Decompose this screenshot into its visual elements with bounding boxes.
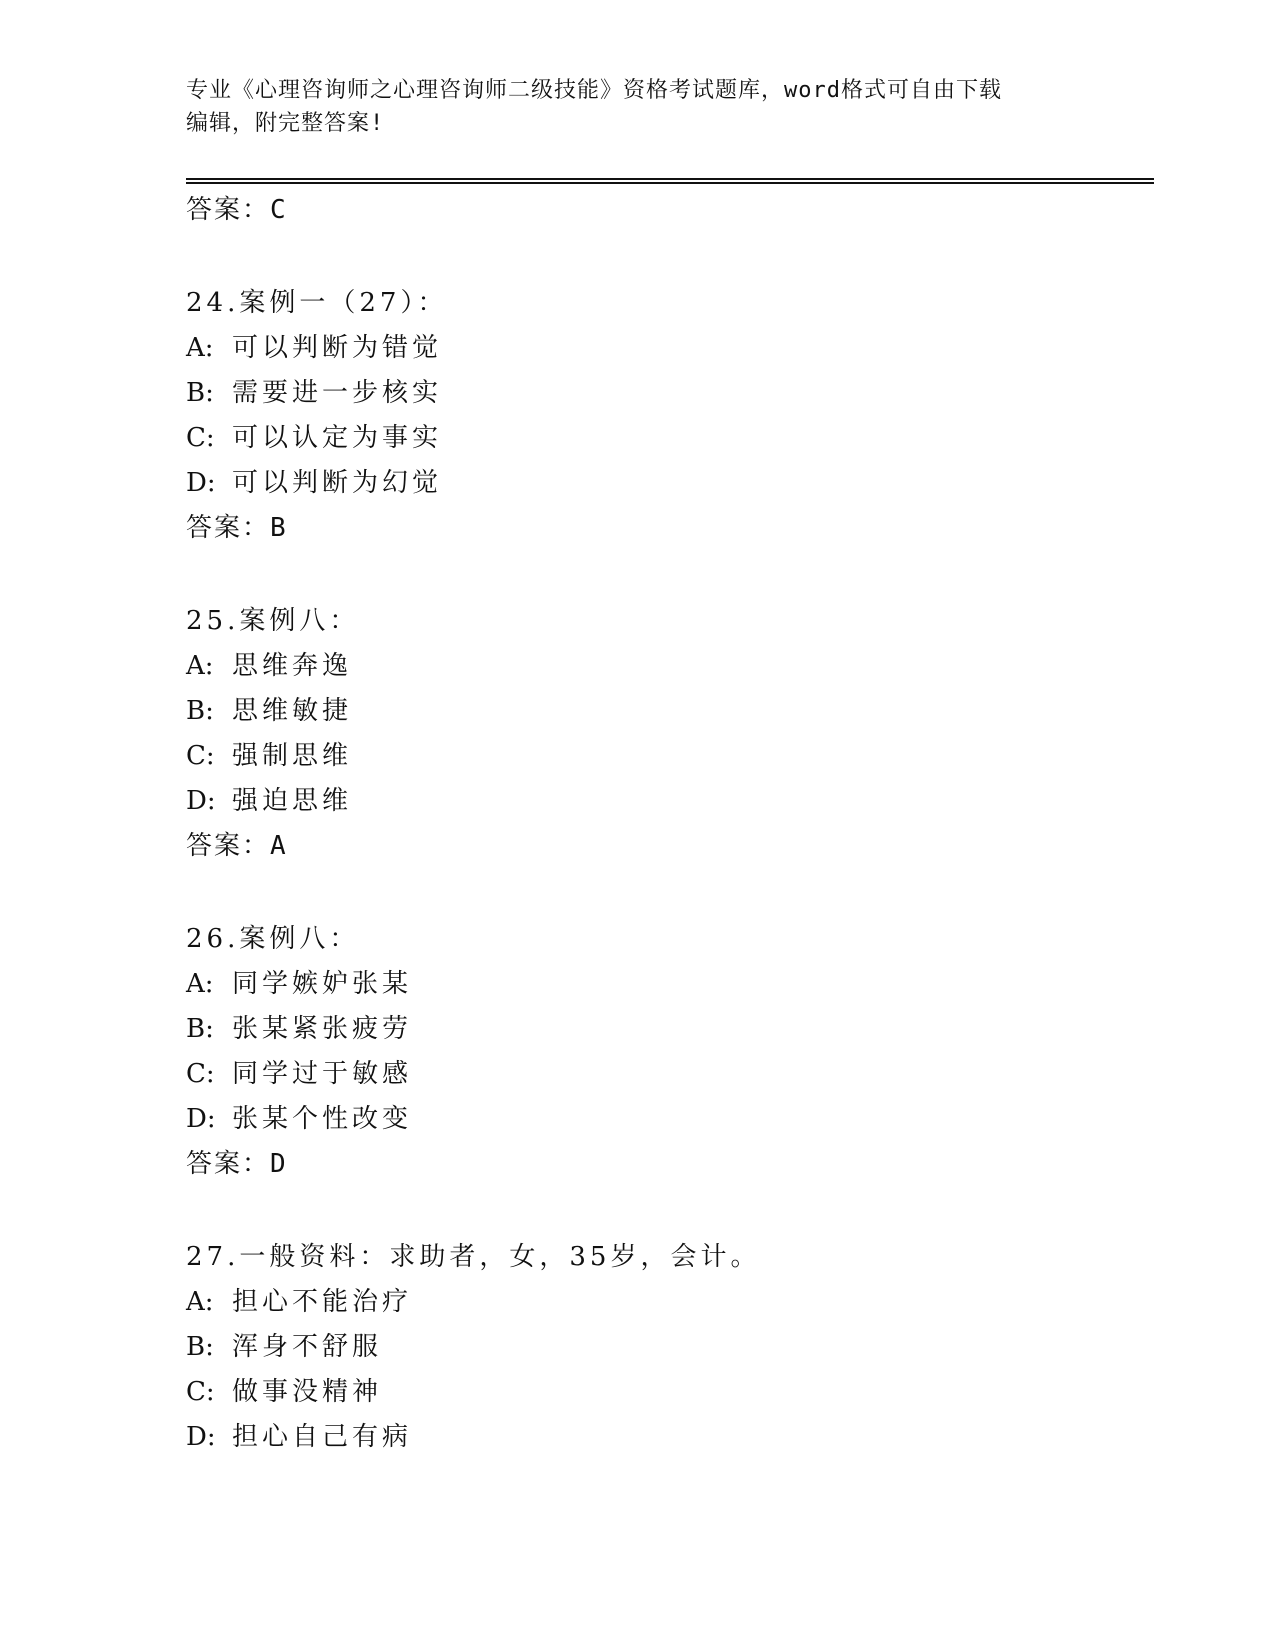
option-text: 思维敏捷 (232, 696, 353, 726)
answer-value: C (270, 195, 287, 225)
answer-label: 答案： (186, 831, 271, 861)
option-letter: B: (186, 378, 214, 408)
option-c (186, 1052, 1154, 1097)
option-text: 强制思维 (232, 741, 353, 771)
option-text: 需要进一步核实 (232, 378, 443, 408)
option-a (186, 326, 1154, 371)
header-line-2: 编辑，附完整答案! (186, 111, 385, 136)
question-title (186, 1234, 1154, 1280)
question-number: 25. (186, 606, 240, 636)
option-letter: C: (186, 741, 215, 771)
option-d (186, 779, 1154, 824)
question-number: 27. (186, 1242, 240, 1272)
question-number: 24. (186, 288, 240, 318)
option-b (186, 371, 1154, 416)
question-block (186, 598, 1154, 869)
option-text: 同学嫉妒张某 (232, 969, 413, 999)
option-text: 担心自己有病 (232, 1422, 413, 1452)
option-text: 可以判断为错觉 (232, 333, 443, 363)
answer-value: D (270, 1149, 287, 1179)
question-block (186, 280, 1154, 551)
option-letter: D: (186, 1104, 216, 1134)
option-text: 同学过于敏感 (232, 1059, 413, 1089)
question-text: 案例八： (239, 606, 360, 636)
question-text: 一般资料：求助者，女，35岁，会计。 (239, 1242, 761, 1272)
option-letter: A: (186, 651, 214, 681)
document-header (186, 74, 1086, 140)
answer-value: B (270, 513, 287, 543)
option-text: 强迫思维 (232, 786, 353, 816)
option-text: 做事没精神 (232, 1377, 383, 1407)
option-letter: D: (186, 1422, 216, 1452)
question-number: 26. (186, 924, 240, 954)
option-a (186, 962, 1154, 1007)
question-text: 案例八： (239, 924, 360, 954)
option-d (186, 461, 1154, 506)
option-letter: B: (186, 1014, 214, 1044)
header-line-1: 专业《心理咨询师之心理咨询师二级技能》资格考试题库，word格式可自由下载 (186, 78, 1002, 103)
option-text: 可以认定为事实 (232, 423, 443, 453)
option-text: 思维奔逸 (232, 651, 353, 681)
answer-value: A (270, 831, 287, 861)
option-letter: A: (186, 333, 214, 363)
option-letter: C: (186, 1377, 215, 1407)
answer-label: 答案： (186, 513, 271, 543)
header-divider-top (186, 178, 1154, 180)
question-title (186, 916, 1154, 962)
option-text: 担心不能治疗 (232, 1287, 413, 1317)
option-c (186, 1370, 1154, 1415)
question-title (186, 598, 1154, 644)
option-letter: A: (186, 969, 214, 999)
option-d (186, 1097, 1154, 1142)
option-text: 张某个性改变 (232, 1104, 413, 1134)
option-b (186, 689, 1154, 734)
question-block (186, 916, 1154, 1187)
option-b (186, 1325, 1154, 1370)
option-letter: D: (186, 786, 216, 816)
option-d (186, 1415, 1154, 1460)
question-list (186, 188, 1154, 1460)
option-letter: B: (186, 1332, 214, 1362)
answer-label: 答案： (186, 195, 271, 225)
header-divider-bottom (186, 182, 1154, 184)
question-title (186, 280, 1154, 326)
option-letter: D: (186, 468, 216, 498)
answer-line (186, 188, 1154, 233)
option-text: 可以判断为幻觉 (232, 468, 443, 498)
option-c (186, 734, 1154, 779)
option-letter: A: (186, 1287, 214, 1317)
option-a (186, 1280, 1154, 1325)
option-letter: C: (186, 1059, 215, 1089)
option-text: 张某紧张疲劳 (232, 1014, 413, 1044)
option-c (186, 416, 1154, 461)
option-text: 浑身不舒服 (232, 1332, 383, 1362)
option-letter: C: (186, 423, 215, 453)
question-block (186, 1234, 1154, 1460)
answer-line (186, 824, 1154, 869)
question-text: 案例一（27）： (239, 288, 448, 318)
option-b (186, 1007, 1154, 1052)
option-a (186, 644, 1154, 689)
option-letter: B: (186, 696, 214, 726)
answer-label: 答案： (186, 1149, 271, 1179)
answer-line (186, 1142, 1154, 1187)
answer-line (186, 506, 1154, 551)
